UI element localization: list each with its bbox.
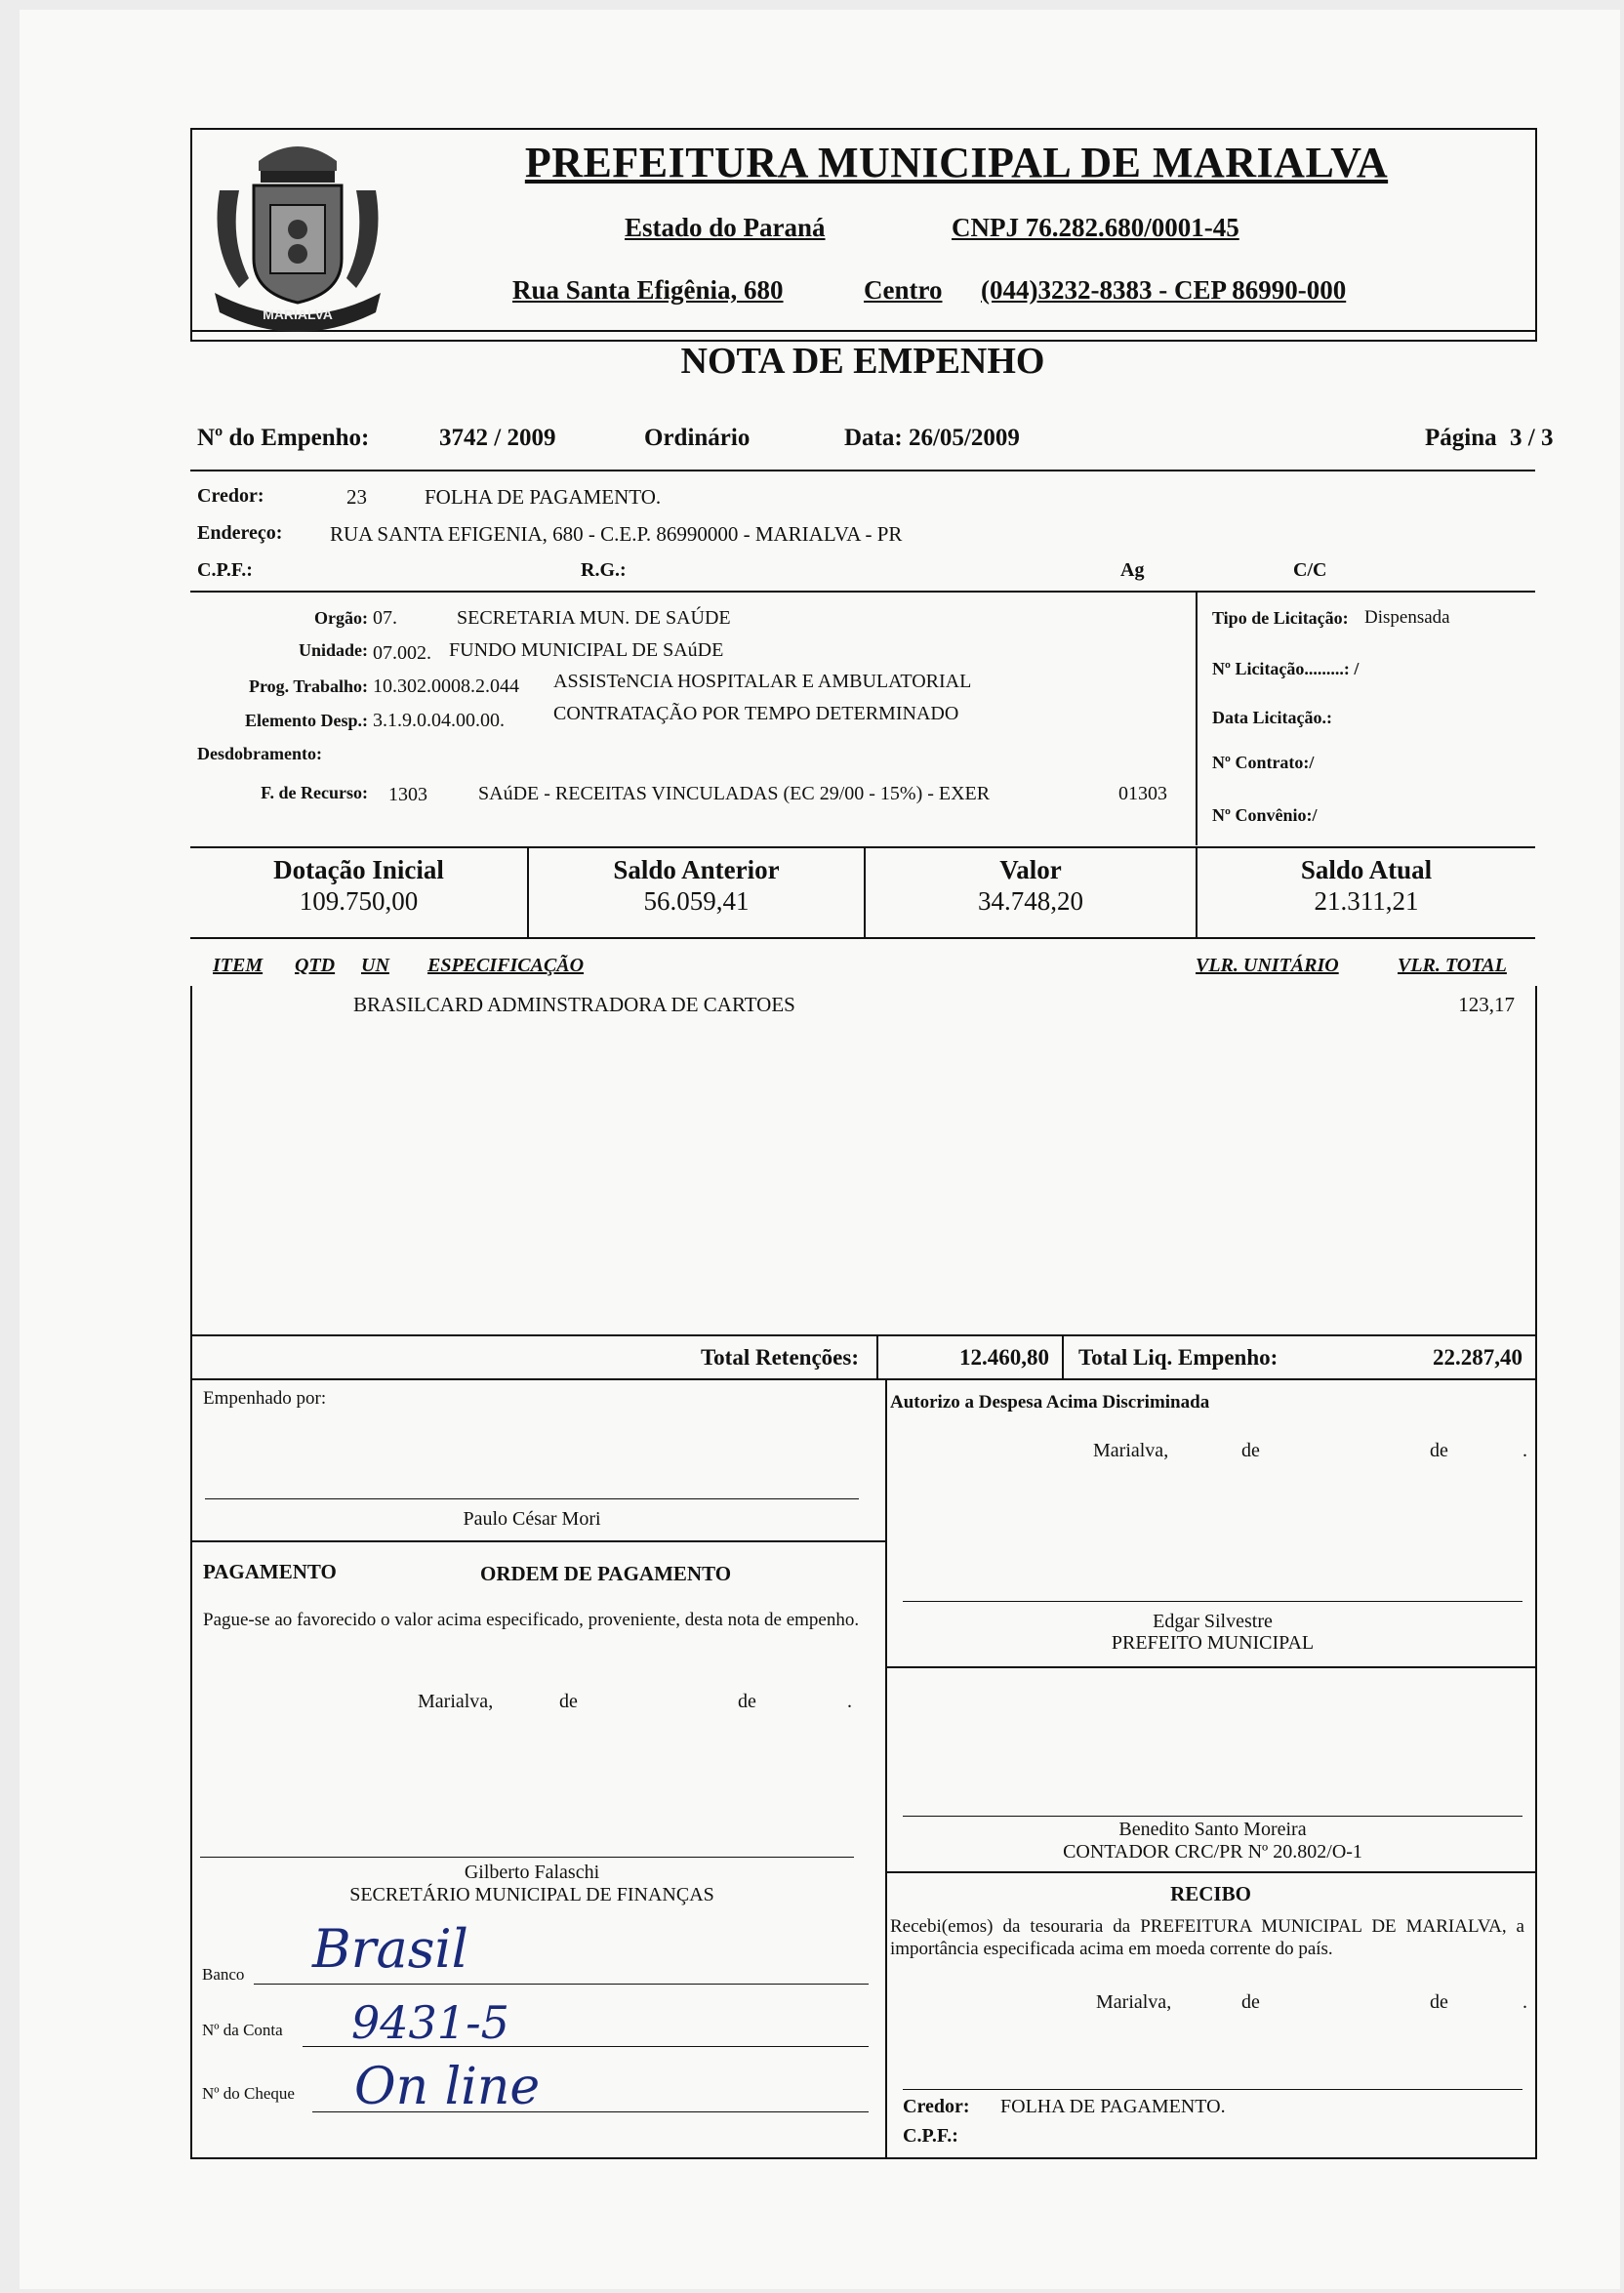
recibo-cpf-label: C.P.F.:: [903, 2125, 958, 2147]
recibo-title: RECIBO: [1170, 1882, 1251, 1905]
contrato-label: Nº Contrato:/: [1212, 753, 1315, 772]
col-header-vlr-total: VLR. TOTAL: [1398, 955, 1507, 976]
data-licitacao-label: Data Licitação.:: [1212, 708, 1332, 727]
recibo-city: Marialva,: [1096, 1991, 1172, 2013]
col-header-un: UN: [361, 955, 389, 976]
empenho-type: Ordinário: [644, 425, 751, 451]
prog-name: ASSISTeNCIA HOSPITALAR E AMBULATORIAL: [553, 671, 972, 692]
secretario-title: SECRETÁRIO MUNICIPAL DE FINANÇAS: [349, 1884, 714, 1905]
cpf-label: C.P.F.:: [197, 559, 253, 581]
empenho-date: Data: 26/05/2009: [844, 425, 1020, 451]
elemento-label: Elemento Desp.:: [245, 711, 368, 730]
saldo-atual-label: Saldo Atual: [1300, 855, 1433, 884]
recurso-code: 1303: [388, 784, 427, 805]
desdobramento-label: Desdobramento:: [197, 744, 322, 763]
retencoes-label: Total Retenções:: [700, 1345, 859, 1370]
tipo-licitacao-label: Tipo de Licitação:: [1212, 608, 1349, 628]
orgao-name: SECRETARIA MUN. DE SAÚDE: [457, 607, 731, 629]
prog-code: 10.302.0008.2.044: [373, 676, 519, 697]
cc-label: C/C: [1293, 559, 1327, 581]
pagamento-text: Pague-se ao favorecido o valor acima especificado, proveniente, desta nota de empenho.: [203, 1610, 860, 1630]
cheque-handwritten: On line: [354, 2058, 541, 2116]
numero-licitacao-label: Nº Licitação.........: /: [1212, 659, 1360, 678]
banco-handwritten: Brasil: [312, 1918, 468, 1980]
recibo-de2: de: [1430, 1991, 1448, 2013]
conta-label: Nº da Conta: [202, 2021, 283, 2039]
col-header-vlr-unitario: VLR. UNITÁRIO: [1196, 955, 1339, 976]
contador-name: Benedito Santo Moreira: [1118, 1819, 1307, 1840]
empenho-number: 3742 / 2009: [439, 425, 556, 451]
unidade-name: FUNDO MUNICIPAL DE SAúDE: [449, 639, 724, 661]
page-label: Página: [1425, 425, 1497, 451]
credor-name: FOLHA DE PAGAMENTO.: [425, 485, 662, 509]
col-header-qtd: QTD: [295, 955, 336, 976]
contador-title: CONTADOR CRC/PR Nº 20.802/O-1: [1063, 1841, 1362, 1863]
pagamento-de1: de: [559, 1691, 578, 1712]
recurso-code2: 01303: [1118, 783, 1167, 804]
unidade-code: 07.002.: [373, 642, 431, 664]
phone-cep: (044)3232-8383 - CEP 86990-000: [981, 275, 1347, 305]
dotacao-label: Dotação Inicial: [273, 855, 444, 884]
document-sheet: MARIALVA PREFEITURA MUNICIPAL DE MARIALVA Estado do Paraná CNPJ 76.282.680/0001-45 Rua Santa Efigênia, 680 Centro (044)3232-8383 - CEP 86990-000 NOTA DE EMPENHO Nº do Empenho: 3742 / 2009 Ordinário Data: 26/05/2009 Página 3 / 3 Credor: 23 FOLHA DE PAGAMENTO. Endereço: RUA SANTA EFIGENIA, 680 - C.E.P. 86990000 - MARIALVA - PR C.P.F.: R.G.: Ag C/C Orgão: 07. SECRETARIA MUN. DE SAÚDE Unidade: 07.002. FUNDO MUNICIPAL DE SAúDE Prog. Trabalho: 10.302.0008.2.044 ASSISTeNCIA HOSPITALAR E AMBULATORIAL Elemento Desp.: 3.1.9.0.04.00.00. CONTRATAÇÃO POR TEMPO DETERMINADO Desdobramento: F. de Recurso: 1303 SAúDE - RECEITAS VINCULADAS (EC 29/00 - 15%) - EXER 01303 Tipo de Licitação: Dispensada Nº Licitação.........: / Data Licitação.: Nº Contrato:/ Nº Convênio:/ Dotação Inicial 109.750,00 Saldo Anterior 56.059,41 Valor 34.748,20 Saldo Atual 21.311,21 ITEM QTD UN ESPECIFICAÇÃO VLR. UNITÁRIO VLR. TOTAL BRASILCARD ADMINSTRADORA DE CARTOES 123,17 Total Retenções: 12.460,80 Total Liq. Empenho: 22.287,40 Empenhado por: Paulo César Mori PAGAMENTO ORDEM DE PAGAMENTO Pague-se ao favorecido o valor acima especificado, proveniente, desta nota de empenho. Marialva, de de . Gilberto Falaschi SECRETÁRIO MUNICIPAL DE FINANÇAS Banco Brasil Nº da Conta 9431-5 Nº do Cheque On line Autorizo a Despesa Acima Discriminada Marialva, de de . Edgar Silvestre PREFEITO MUNICIPAL Benedito Santo Moreira CONTADOR CRC/PR Nº 20.802/O-1 RECIBO Recebi(emos) da tesouraria da PREFEITURA MUNICIPAL DE MARIALVA, a importância especificada acima em moeda corrente do país. Marialva, de de . Credor: FOLHA DE PAGAMENTO. C.P.F.:: [20, 10, 1620, 2289]
recurso-name: SAúDE - RECEITAS VINCULADAS (EC 29/00 - 15%) - EXER: [478, 783, 991, 804]
dotacao-value: 109.750,00: [299, 886, 419, 916]
municipality-title: PREFEITURA MUNICIPAL DE MARIALVA: [524, 139, 1389, 186]
address-street: Rua Santa Efigênia, 680: [512, 275, 784, 305]
table-row-vlr-total: 123,17: [1458, 993, 1515, 1016]
credor-label: Credor:: [197, 485, 264, 507]
autorizo-de1: de: [1241, 1440, 1260, 1461]
convenio-label: Nº Convênio:/: [1212, 805, 1318, 825]
prog-label: Prog. Trabalho:: [248, 676, 368, 696]
endereco-label: Endereço:: [197, 522, 283, 544]
recibo-credor-value: FOLHA DE PAGAMENTO.: [1000, 2096, 1226, 2117]
empenhado-label: Empenhado por:: [203, 1388, 327, 1409]
valor-value: 34.748,20: [978, 886, 1083, 916]
conta-handwritten: 9431-5: [351, 1996, 509, 2049]
autorizo-city: Marialva,: [1093, 1440, 1169, 1461]
prefeito-name: Edgar Silvestre: [1153, 1611, 1273, 1632]
saldo-anterior-value: 56.059,41: [643, 886, 750, 916]
elemento-code: 3.1.9.0.04.00.00.: [373, 710, 505, 731]
document-title: NOTA DE EMPENHO: [680, 341, 1045, 382]
banco-label: Banco: [202, 1965, 245, 1984]
rg-label: R.G.:: [581, 559, 627, 581]
table-row-especificacao: BRASILCARD ADMINSTRADORA DE CARTOES: [353, 993, 795, 1016]
pagamento-de2: de: [738, 1691, 756, 1712]
recibo-de1: de: [1241, 1991, 1260, 2013]
col-header-item: ITEM: [213, 955, 264, 976]
credor-code: 23: [346, 485, 367, 509]
orgao-code: 07.: [373, 607, 397, 629]
pagamento-label: PAGAMENTO: [203, 1560, 337, 1583]
recibo-text: Recebi(emos) da tesouraria da PREFEITURA MUNICIPAL DE MARIALVA, a importância especificada acima em moeda corrente do país.: [890, 1916, 1524, 1959]
valor-label: Valor: [999, 855, 1062, 884]
secretario-name: Gilberto Falaschi: [464, 1862, 600, 1883]
address-neighborhood: Centro: [864, 275, 943, 305]
empenhado-name: Paulo César Mori: [463, 1508, 601, 1530]
autorizo-de2: de: [1430, 1440, 1448, 1461]
cheque-label: Nº do Cheque: [202, 2084, 295, 2103]
ag-label: Ag: [1120, 559, 1145, 581]
liquido-value: 22.287,40: [1433, 1345, 1522, 1370]
recibo-credor-label: Credor:: [903, 2096, 970, 2117]
col-header-especificacao: ESPECIFICAÇÃO: [427, 955, 585, 976]
unidade-label: Unidade:: [298, 640, 368, 660]
logo-ribbon-text: MARIALVA: [263, 307, 333, 322]
recurso-label: F. de Recurso:: [261, 783, 368, 802]
liquido-label: Total Liq. Empenho:: [1078, 1345, 1279, 1370]
endereco-value: RUA SANTA EFIGENIA, 680 - C.E.P. 86990000 - MARIALVA - PR: [330, 522, 903, 546]
tipo-licitacao-value: Dispensada: [1364, 607, 1450, 628]
empenho-label: Nº do Empenho:: [197, 425, 370, 451]
pagamento-city: Marialva,: [418, 1691, 494, 1712]
elemento-name: CONTRATAÇÃO POR TEMPO DETERMINADO: [553, 703, 959, 724]
coat-of-arms-logo: [200, 132, 395, 342]
cnpj: CNPJ 76.282.680/0001-45: [952, 213, 1239, 242]
page-number: 3 / 3: [1510, 425, 1554, 451]
state-name: Estado do Paraná: [625, 213, 826, 242]
ordem-pagamento-label: ORDEM DE PAGAMENTO: [480, 1562, 732, 1585]
saldo-anterior-label: Saldo Anterior: [613, 855, 780, 884]
autorizo-label: Autorizo a Despesa Acima Discriminada: [890, 1392, 1210, 1413]
retencoes-value: 12.460,80: [959, 1345, 1049, 1370]
prefeito-title: PREFEITO MUNICIPAL: [1111, 1632, 1315, 1654]
saldo-atual-value: 21.311,21: [1314, 886, 1419, 916]
orgao-label: Orgão:: [314, 608, 368, 628]
